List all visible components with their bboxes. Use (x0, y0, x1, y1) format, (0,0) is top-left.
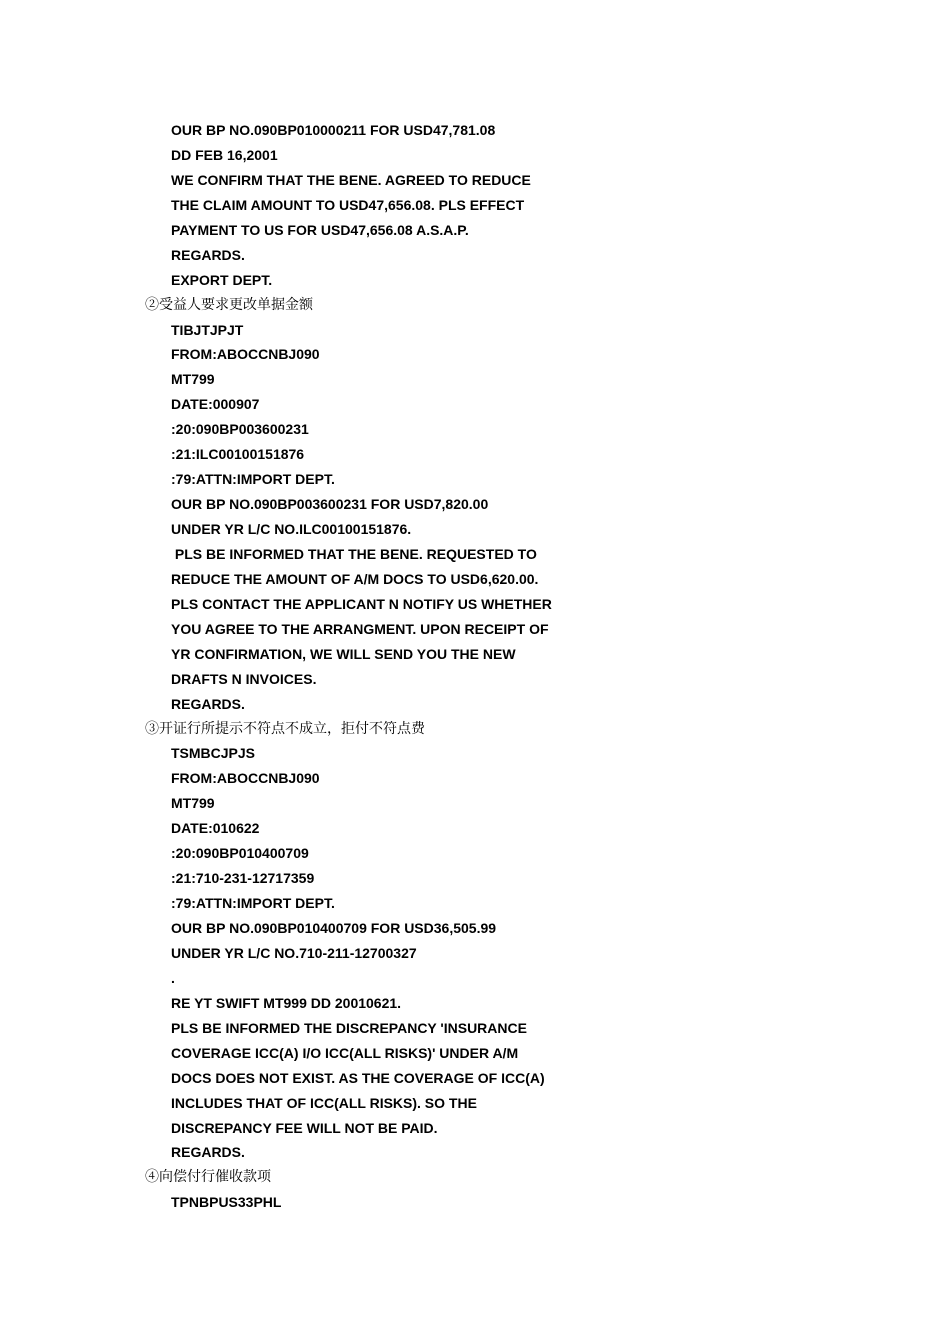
message-line: DATE:010622 (171, 820, 260, 837)
section-heading: ③开证行所提示不符点不成立，拒付不符点费 (145, 720, 425, 737)
message-line: PLS BE INFORMED THE DISCREPANCY 'INSURANCE (171, 1019, 527, 1036)
message-line: OUR BP NO.090BP010000211 FOR USD47,781.08 (171, 122, 496, 138)
message-line: TSMBCJPJS (171, 745, 256, 762)
document-body (0, 118, 950, 1215)
message-line: PLS BE INFORMED THAT THE BENE. REQUESTED TO (171, 545, 537, 562)
section-heading: ④向偿付行催收款项 (145, 1169, 271, 1186)
message-line: PAYMENT TO US FOR USD47,656.08 A.S.A.P. (171, 221, 469, 238)
message-line: PLS CONTACT THE APPLICANT N NOTIFY US WHETHER (171, 595, 552, 612)
message-line: UNDER YR L/C NO.710-211-12700327 (171, 944, 417, 961)
message-line: REDUCE THE AMOUNT OF A/M DOCS TO USD6,620.00. (171, 570, 539, 587)
message-line: OUR BP NO.090BP003600231 FOR USD7,820.00 (171, 496, 489, 513)
message-line: DOCS DOES NOT EXIST. AS THE COVERAGE OF ICC(A) (171, 1069, 545, 1086)
message-line: DRAFTS N INVOICES. (171, 670, 317, 687)
message-line: :20:090BP003600231 (171, 421, 309, 438)
message-line: UNDER YR L/C NO.ILC00100151876. (171, 521, 412, 537)
message-line: DATE:000907 (171, 396, 260, 413)
message-line: YOU AGREE TO THE ARRANGMENT. UPON RECEIPT OF (171, 620, 549, 637)
message-line: OUR BP NO.090BP010400709 FOR USD36,505.99 (171, 920, 497, 936)
message-line: :79:ATTN:IMPORT DEPT. (171, 471, 335, 488)
message-line: DISCREPANCY FEE WILL NOT BE PAID. (171, 1119, 438, 1136)
message-line: . (171, 969, 175, 986)
message-line: :20:090BP010400709 (171, 845, 309, 862)
message-line: DD FEB 16,2001 (171, 146, 278, 163)
message-line: :21:710-231-12717359 (171, 870, 315, 887)
section-heading: ②受益人要求更改单据金额 (145, 296, 313, 313)
message-line: :21:ILC00100151876 (171, 446, 305, 463)
message-line: YR CONFIRMATION, WE WILL SEND YOU THE NEW (171, 645, 516, 662)
message-line: RE YT SWIFT MT999 DD 20010621. (171, 994, 402, 1011)
message-line: MT799 (171, 371, 215, 388)
message-line: REGARDS. (171, 695, 245, 712)
message-line: :79:ATTN:IMPORT DEPT. (171, 895, 335, 912)
message-line: TIBJTJPJT (171, 321, 244, 338)
message-line: REGARDS. (171, 1144, 245, 1161)
message-line: EXPORT DEPT. (171, 271, 273, 288)
message-line: FROM:ABOCCNBJ090 (171, 770, 320, 787)
message-line: FROM:ABOCCNBJ090 (171, 346, 320, 363)
message-line: COVERAGE ICC(A) I/O ICC(ALL RISKS)' UNDER A/M (171, 1044, 519, 1061)
message-line: WE CONFIRM THAT THE BENE. AGREED TO REDUCE (171, 171, 531, 188)
message-line: INCLUDES THAT OF ICC(ALL RISKS). SO THE (171, 1094, 477, 1111)
message-line: TPNBPUS33PHL (171, 1194, 282, 1211)
message-line: REGARDS. (171, 246, 245, 263)
message-line: THE CLAIM AMOUNT TO USD47,656.08. PLS EFFECT (171, 196, 525, 213)
message-line: MT799 (171, 795, 215, 812)
